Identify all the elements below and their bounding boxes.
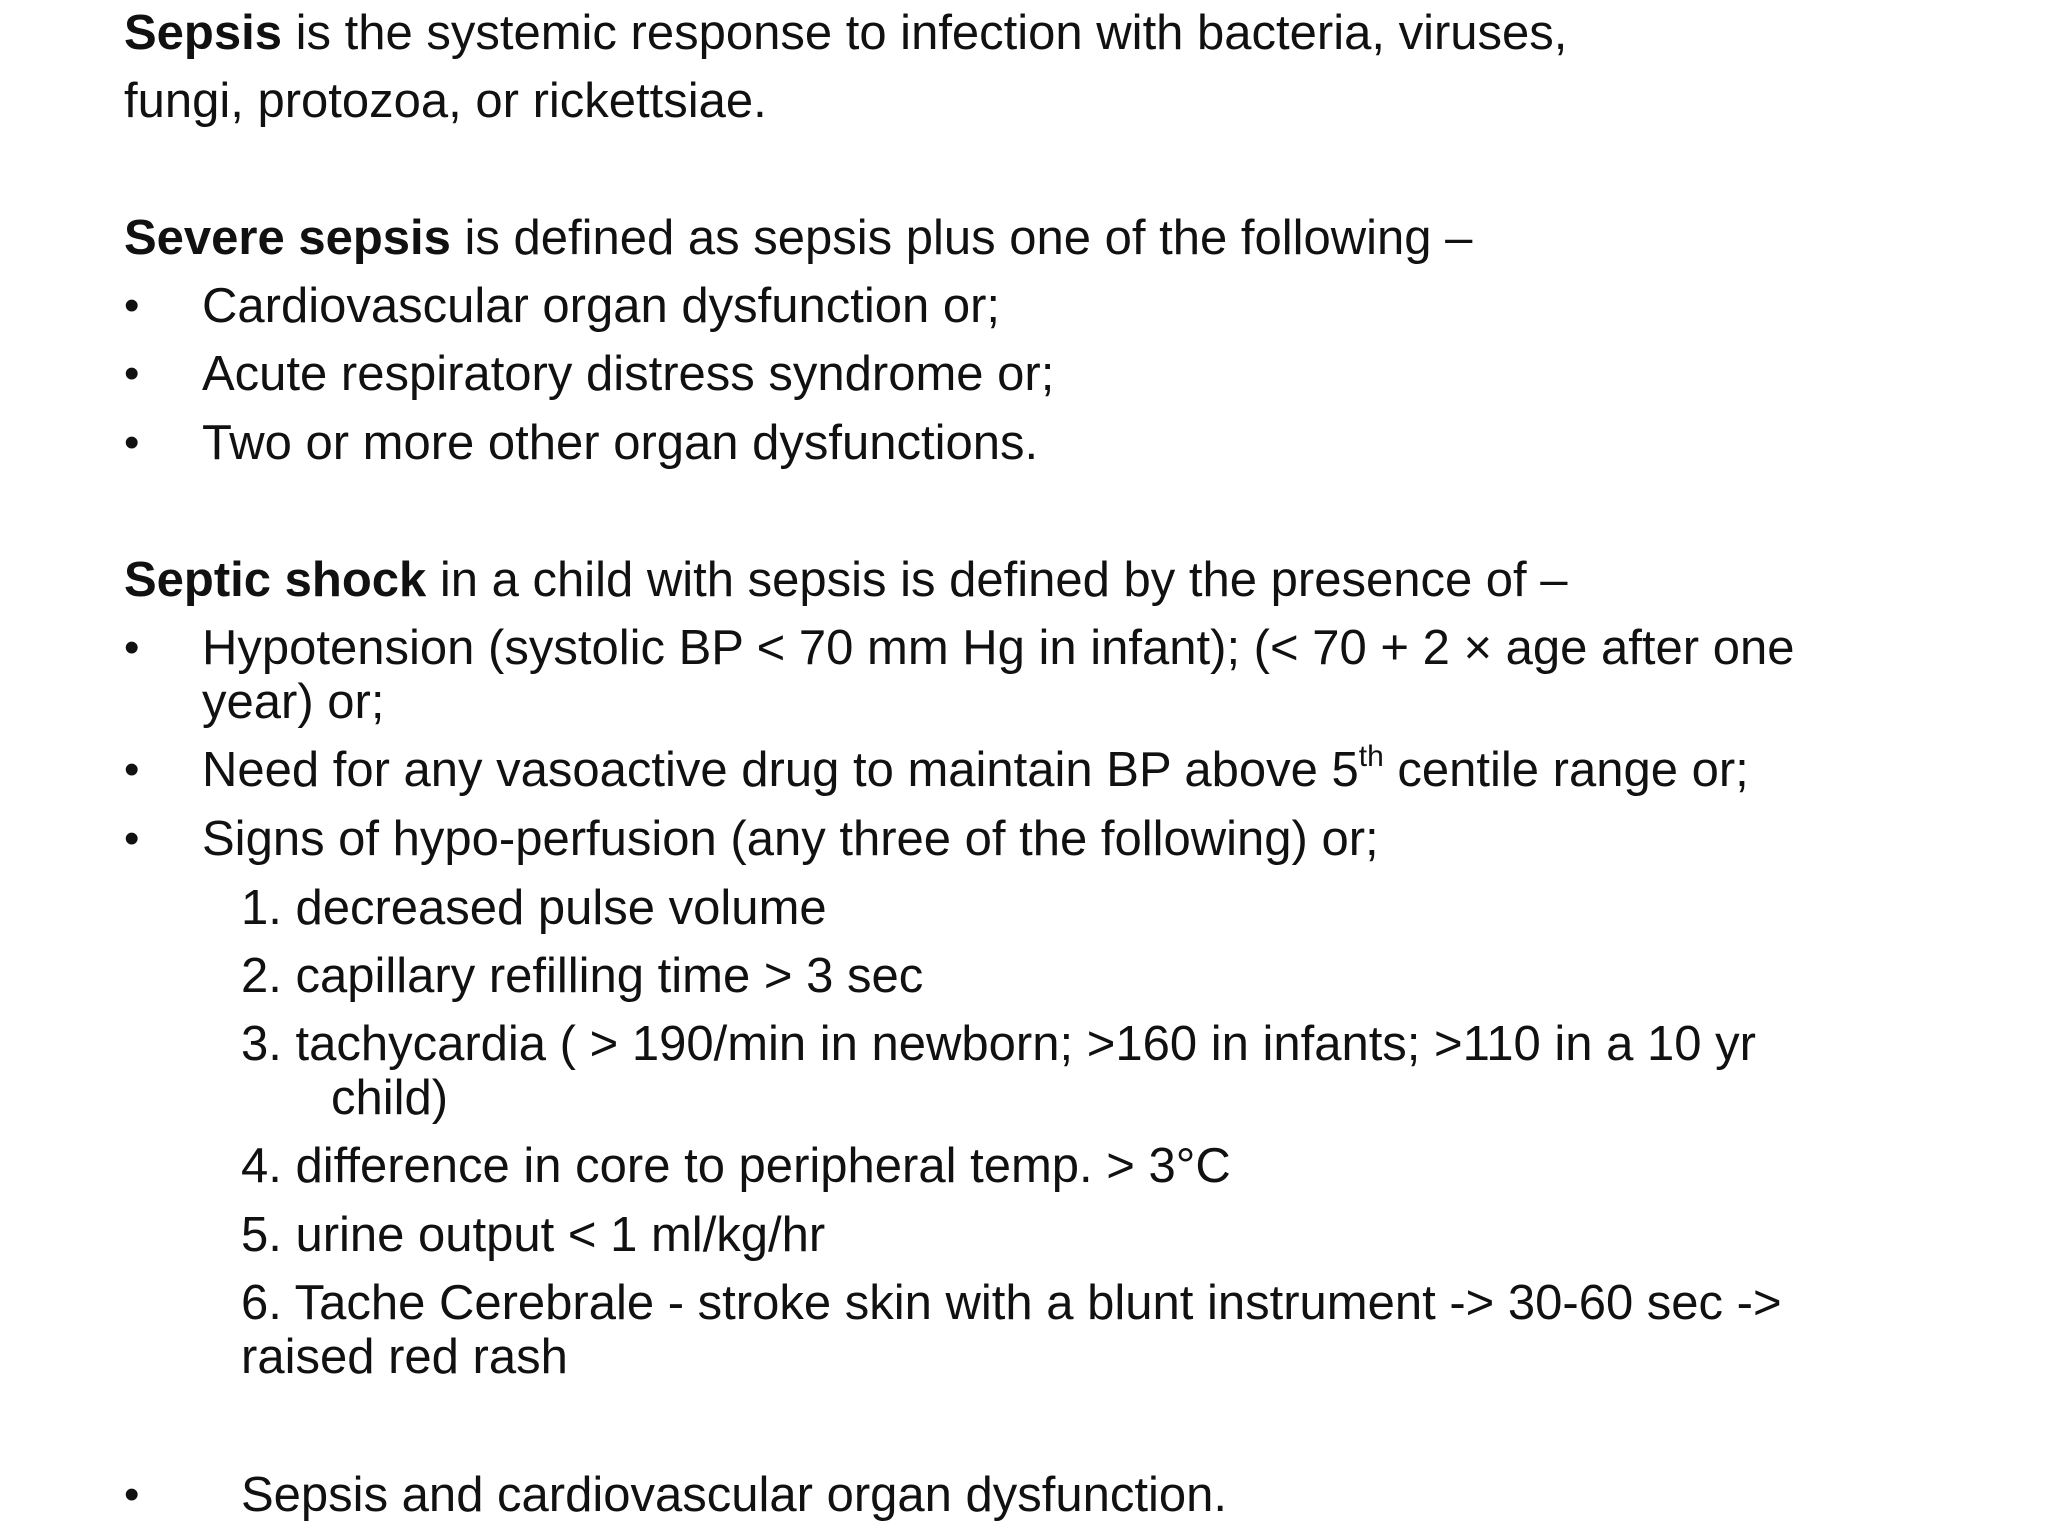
vasoactive-text-pre: Need for any vasoactive drug to maintain BP above 5 bbox=[202, 743, 1359, 797]
vasoactive-drug-bullet bbox=[202, 741, 1749, 799]
bullet-marker: • bbox=[124, 349, 140, 398]
sepsis-term: Sepsis bbox=[124, 6, 282, 60]
hypo-perfusion-bullet: Signs of hypo-perfusion (any three of the following) or; bbox=[202, 812, 1379, 866]
sign-item-6-line-1: 6. Tache Cerebrale - stroke skin with a blunt instrument -> 30-60 sec -> bbox=[241, 1276, 1782, 1330]
severe-sepsis-heading bbox=[124, 209, 1472, 267]
bullet-marker: • bbox=[124, 623, 140, 672]
bullet-marker: • bbox=[124, 745, 140, 794]
sign-item-3-line-2: child) bbox=[331, 1071, 449, 1125]
sepsis-definition-line-1 bbox=[124, 4, 1567, 62]
severe-sepsis-bullet-2: Acute respiratory distress syndrome or; bbox=[202, 347, 1055, 401]
hypotension-bullet-line-2: year) or; bbox=[202, 675, 385, 729]
severe-sepsis-bullet-1: Cardiovascular organ dysfunction or; bbox=[202, 279, 1001, 333]
final-bullet: Sepsis and cardiovascular organ dysfunction. bbox=[241, 1468, 1228, 1522]
sign-item-6-line-2: raised red rash bbox=[241, 1330, 568, 1384]
sepsis-definition-text: is the systemic response to infection with bacteria, viruses, bbox=[281, 6, 1568, 60]
bullet-marker: • bbox=[124, 418, 140, 467]
sign-item-1: 1. decreased pulse volume bbox=[241, 881, 827, 935]
bullet-marker: • bbox=[124, 1470, 140, 1519]
septic-shock-intro: in a child with sepsis is defined by the presence of – bbox=[426, 553, 1568, 607]
sign-item-5: 5. urine output < 1 ml/kg/hr bbox=[241, 1208, 826, 1262]
vasoactive-text-post: centile range or; bbox=[1383, 743, 1749, 797]
severe-sepsis-bullet-3: Two or more other organ dysfunctions. bbox=[202, 416, 1039, 470]
severe-sepsis-term: Severe sepsis bbox=[124, 211, 451, 265]
hypotension-bullet-line-1: Hypotension (systolic BP < 70 mm Hg in infant); (< 70 + 2 × age after one bbox=[202, 621, 1795, 675]
sign-item-3-line-1: 3. tachycardia ( > 190/min in newborn; >160 in infants; >110 in a 10 yr bbox=[241, 1017, 1756, 1071]
ordinal-suffix: th bbox=[1358, 740, 1384, 773]
sign-item-2: 2. capillary refilling time > 3 sec bbox=[241, 949, 924, 1003]
septic-shock-heading bbox=[124, 551, 1568, 609]
bullet-marker: • bbox=[124, 814, 140, 863]
bullet-marker: • bbox=[124, 281, 140, 330]
septic-shock-term: Septic shock bbox=[124, 553, 427, 607]
severe-sepsis-intro: is defined as sepsis plus one of the following – bbox=[450, 211, 1473, 265]
sepsis-definition-line-2: fungi, protozoa, or rickettsiae. bbox=[124, 74, 767, 128]
sign-item-4: 4. difference in core to peripheral temp. > 3°C bbox=[241, 1139, 1231, 1193]
